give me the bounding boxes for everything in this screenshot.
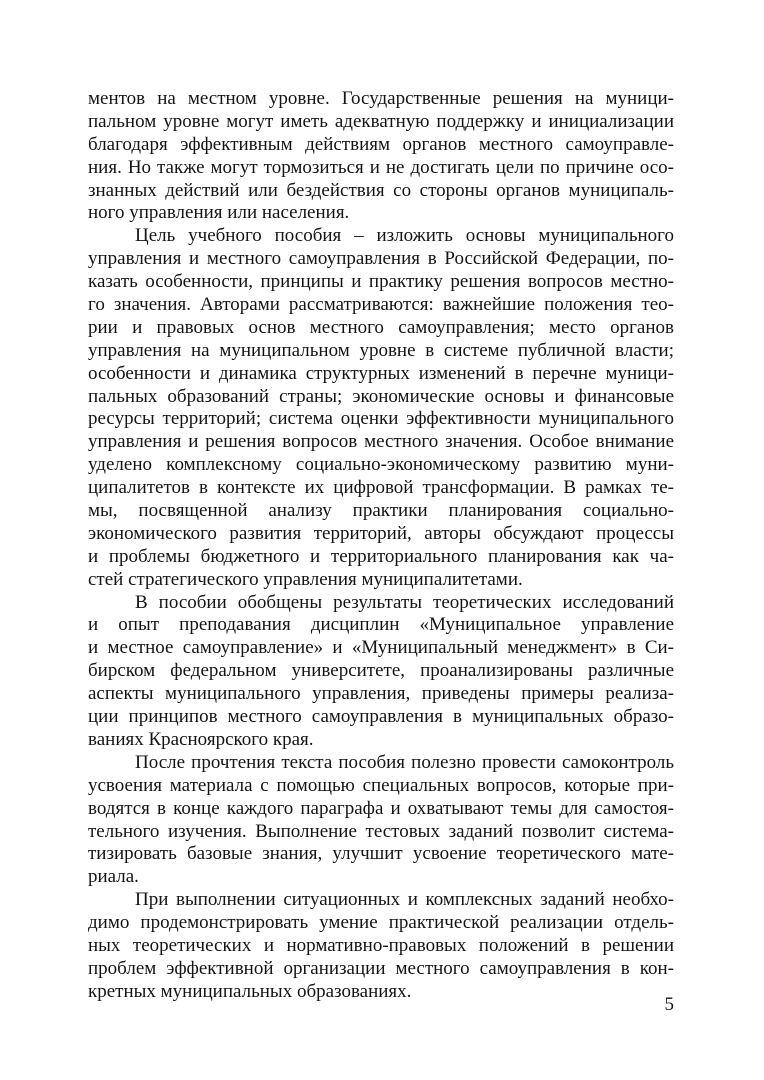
text-line: бирском федеральном университете, проанализированы различные — [88, 660, 674, 682]
text-line: тизировать базовые знания, улучшит усвоение теоретического мате- — [88, 843, 674, 865]
paragraph-2 — [88, 225, 674, 591]
text-line: и проблемы бюджетного и территориального планирования как ча- — [88, 545, 674, 567]
text-line: ных теоретических и нормативно-правовых положений в решении — [88, 934, 674, 956]
text-line: управления на муниципальном уровне в системе публичной власти; — [88, 339, 674, 361]
text-line: водятся в конце каждого параграфа и охватывают темы для самостоя- — [88, 797, 674, 819]
text-line: и местное самоуправление» и «Муниципальный менеджмент» в Си- — [88, 637, 674, 659]
text-line: аспекты муниципального управления, приведены примеры реализа- — [88, 683, 674, 705]
text-line: тельного изучения. Выполнение тестовых заданий позволит система- — [88, 820, 674, 842]
text-line: В пособии обобщены результаты теоретических исследований — [135, 591, 674, 613]
text-line: ваниях Красноярского края. — [88, 728, 314, 750]
text-line: риала. — [88, 866, 139, 888]
text-line: ного управления или населения. — [88, 202, 350, 224]
body-text — [88, 88, 674, 1004]
text-line: ципалитетов в контексте их цифровой трансформации. В рамках те- — [88, 477, 674, 499]
text-line: особенности и динамика структурных изменений в перечне муници- — [88, 362, 674, 384]
text-line: усвоения материала с помощью специальных вопросов, которые при- — [88, 774, 674, 796]
text-line: управления и местного самоуправления в Российской Федерации, по- — [88, 248, 674, 270]
text-line: проблем эффективной организации местного самоуправления в кон- — [88, 957, 674, 979]
text-line: казать особенности, принципы и практику решения вопросов местно- — [88, 271, 674, 293]
text-line: ния. Но также могут тормозиться и не достигать цели по причине осо- — [88, 156, 674, 178]
text-line: Цель учебного пособия – изложить основы муниципального — [135, 225, 674, 247]
text-line: ресурсы территорий; система оценки эффективности муниципального — [88, 408, 674, 430]
text-line: уделено комплексному социально-экономическому развитию муни- — [88, 454, 674, 476]
text-line: ментов на местном уровне. Государственные решения на муници- — [88, 88, 674, 109]
paragraph-3 — [88, 592, 674, 752]
text-line: После прочтения текста пособия полезно провести самоконтроль — [135, 751, 674, 773]
text-line: пальных образований страны; экономические основы и финансовые — [88, 385, 674, 407]
paragraph-5 — [88, 889, 674, 1003]
text-line: знанных действий или бездействия со стороны органов муниципаль- — [88, 179, 674, 201]
paragraph-4 — [88, 752, 674, 889]
text-line: пальном уровне могут иметь адекватную поддержку и инициализации — [88, 110, 674, 132]
page-number: 5 — [664, 994, 674, 1015]
paragraph-1 — [88, 88, 674, 225]
text-line: кретных муниципальных образованиях. — [88, 980, 412, 1002]
text-line: мы, посвященной анализу практики планирования социально- — [88, 500, 674, 522]
text-line: При выполнении ситуационных и комплексных заданий необхо- — [135, 889, 674, 911]
text-line: го значения. Авторами рассматриваются: важнейшие положения тео- — [88, 294, 674, 316]
text-line: рии и правовых основ местного самоуправления; место органов — [88, 316, 674, 338]
text-line: ции принципов местного самоуправления в муниципальных образо- — [88, 706, 674, 728]
text-line: и опыт преподавания дисциплин «Муниципальное управление — [88, 614, 674, 636]
text-line: экономического развития территорий, авторы обсуждают процессы — [88, 522, 674, 544]
text-line: управления и решения вопросов местного значения. Особое внимание — [88, 431, 674, 453]
text-line: благодаря эффективным действиям органов местного самоуправле- — [88, 133, 674, 155]
text-line: стей стратегического управления муниципалитетами. — [88, 568, 523, 590]
text-line: димо продемонстрировать умение практической реализации отдель- — [88, 912, 674, 934]
